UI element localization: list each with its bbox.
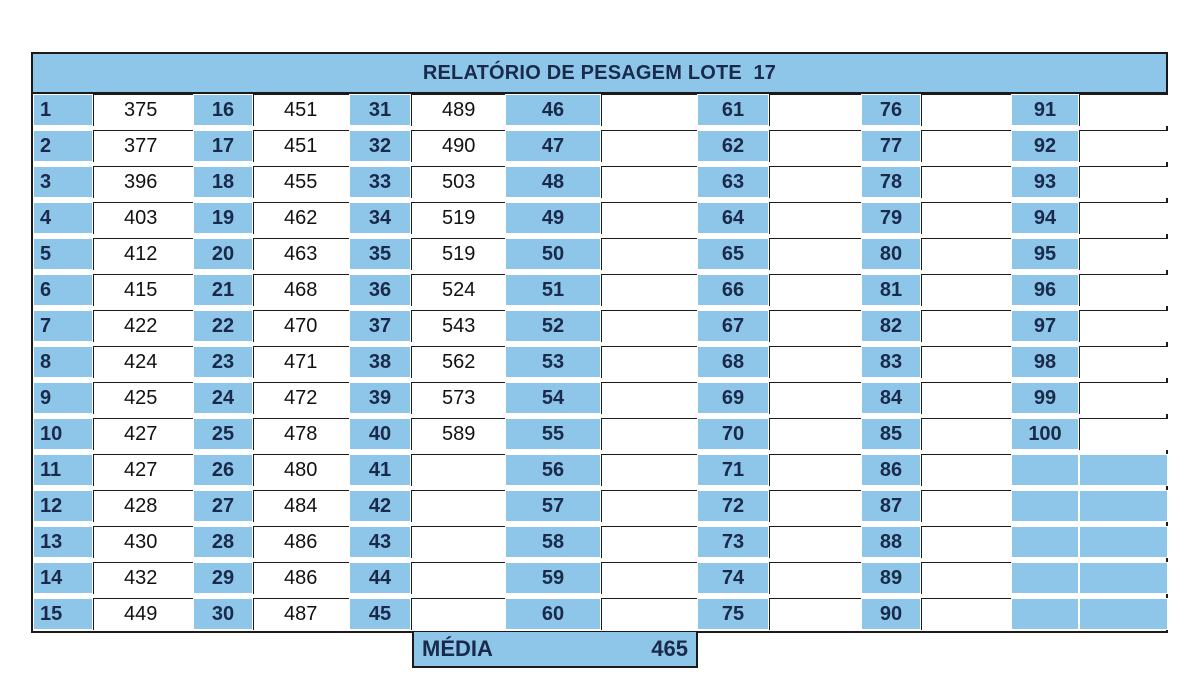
row-number-cell: 77 [861, 130, 921, 162]
average-label: MÉDIA [422, 636, 493, 661]
row-number-cell: 63 [697, 166, 769, 198]
row-number-cell: 70 [697, 418, 769, 450]
row-number-cell: 90 [861, 598, 921, 630]
row-number-cell: 72 [697, 490, 769, 522]
weight-value-cell [1079, 274, 1168, 306]
row-number-cell: 1 [33, 94, 93, 126]
weight-value-cell [769, 526, 861, 558]
row-number-cell: 37 [349, 310, 411, 342]
row-number-cell: 87 [861, 490, 921, 522]
weight-value-cell [601, 94, 697, 126]
row-number-cell: 13 [33, 526, 93, 558]
row-number-cell: 73 [697, 526, 769, 558]
weight-value-cell [921, 238, 1011, 270]
weight-value-cell [411, 562, 505, 594]
weight-value-cell: 377 [93, 130, 193, 162]
row-number-cell: 93 [1011, 166, 1079, 198]
weight-value-cell [921, 310, 1011, 342]
weight-value-cell: 422 [93, 310, 193, 342]
weight-value-cell [921, 274, 1011, 306]
weight-value-cell [921, 526, 1011, 558]
weight-value-cell [769, 598, 861, 630]
weight-value-cell: 403 [93, 202, 193, 234]
weight-value-cell: 451 [253, 130, 349, 162]
row-number-cell: 15 [33, 598, 93, 630]
row-number-cell [1011, 454, 1079, 486]
row-number-cell: 89 [861, 562, 921, 594]
weight-value-cell [921, 346, 1011, 378]
weight-value-cell [1079, 562, 1168, 594]
row-number-cell: 4 [33, 202, 93, 234]
weight-value-cell: 562 [411, 346, 505, 378]
row-number-cell: 74 [697, 562, 769, 594]
weight-value-cell [1079, 346, 1168, 378]
weight-value-cell [769, 130, 861, 162]
row-number-cell: 56 [505, 454, 601, 486]
weight-value-cell [411, 490, 505, 522]
weight-value-cell: 427 [93, 418, 193, 450]
row-number-cell: 68 [697, 346, 769, 378]
row-number-cell: 61 [697, 94, 769, 126]
row-number-cell: 43 [349, 526, 411, 558]
weight-value-cell: 489 [411, 94, 505, 126]
weight-value-cell [1079, 598, 1168, 630]
weight-value-cell: 463 [253, 238, 349, 270]
row-number-cell [1011, 526, 1079, 558]
weight-value-cell [769, 490, 861, 522]
weight-value-cell: 375 [93, 94, 193, 126]
weight-value-cell [601, 202, 697, 234]
weight-value-cell: 415 [93, 274, 193, 306]
row-number-cell: 3 [33, 166, 93, 198]
row-number-cell: 36 [349, 274, 411, 306]
row-number-cell: 28 [193, 526, 253, 558]
weight-value-cell [1079, 202, 1168, 234]
row-number-cell: 100 [1011, 418, 1079, 450]
row-number-cell: 34 [349, 202, 411, 234]
row-number-cell: 38 [349, 346, 411, 378]
weight-value-cell [769, 562, 861, 594]
weight-value-cell [769, 166, 861, 198]
row-number-cell: 40 [349, 418, 411, 450]
row-number-cell: 95 [1011, 238, 1079, 270]
row-number-cell: 23 [193, 346, 253, 378]
weight-value-cell [769, 274, 861, 306]
weight-value-cell [601, 274, 697, 306]
row-number-cell: 98 [1011, 346, 1079, 378]
row-number-cell: 39 [349, 382, 411, 414]
row-number-cell: 58 [505, 526, 601, 558]
row-number-cell: 21 [193, 274, 253, 306]
weight-value-cell [1079, 130, 1168, 162]
row-number-cell: 47 [505, 130, 601, 162]
weight-value-cell [601, 346, 697, 378]
weight-value-cell [411, 526, 505, 558]
weight-value-cell [601, 598, 697, 630]
row-number-cell [1011, 598, 1079, 630]
weight-value-cell: 490 [411, 130, 505, 162]
weight-value-cell: 519 [411, 238, 505, 270]
weight-value-cell [601, 382, 697, 414]
row-number-cell: 92 [1011, 130, 1079, 162]
row-number-cell: 55 [505, 418, 601, 450]
row-number-cell: 78 [861, 166, 921, 198]
average-summary [412, 632, 698, 668]
row-number-cell: 46 [505, 94, 601, 126]
row-number-cell: 99 [1011, 382, 1079, 414]
row-number-cell: 80 [861, 238, 921, 270]
row-number-cell: 31 [349, 94, 411, 126]
weight-value-cell [769, 382, 861, 414]
weight-value-cell [769, 94, 861, 126]
weight-value-cell [921, 202, 1011, 234]
row-number-cell: 53 [505, 346, 601, 378]
average-value: 465 [651, 636, 688, 661]
row-number-cell: 83 [861, 346, 921, 378]
weight-value-cell: 486 [253, 526, 349, 558]
row-number-cell: 59 [505, 562, 601, 594]
weight-value-cell [921, 94, 1011, 126]
weight-value-cell [1079, 382, 1168, 414]
row-number-cell: 65 [697, 238, 769, 270]
weight-value-cell: 519 [411, 202, 505, 234]
row-number-cell: 88 [861, 526, 921, 558]
row-number-cell: 91 [1011, 94, 1079, 126]
row-number-cell: 49 [505, 202, 601, 234]
weight-value-cell [1079, 418, 1168, 450]
row-number-cell: 67 [697, 310, 769, 342]
weight-value-cell [601, 130, 697, 162]
weight-value-cell [921, 418, 1011, 450]
weight-value-cell [1079, 166, 1168, 198]
row-number-cell: 60 [505, 598, 601, 630]
weight-value-cell [601, 562, 697, 594]
row-number-cell: 20 [193, 238, 253, 270]
row-number-cell: 10 [33, 418, 93, 450]
weight-value-cell: 503 [411, 166, 505, 198]
row-number-cell: 82 [861, 310, 921, 342]
weight-value-cell: 478 [253, 418, 349, 450]
weight-value-cell [411, 454, 505, 486]
weight-value-cell [921, 490, 1011, 522]
weight-value-cell: 470 [253, 310, 349, 342]
row-number-cell: 62 [697, 130, 769, 162]
row-number-cell: 16 [193, 94, 253, 126]
weight-value-cell: 524 [411, 274, 505, 306]
row-number-cell: 94 [1011, 202, 1079, 234]
weight-value-cell: 428 [93, 490, 193, 522]
row-number-cell: 41 [349, 454, 411, 486]
weight-value-cell: 472 [253, 382, 349, 414]
weight-value-cell: 462 [253, 202, 349, 234]
weight-value-cell: 396 [93, 166, 193, 198]
row-number-cell: 45 [349, 598, 411, 630]
row-number-cell: 96 [1011, 274, 1079, 306]
row-number-cell: 27 [193, 490, 253, 522]
weight-value-cell: 468 [253, 274, 349, 306]
weight-value-cell [769, 454, 861, 486]
row-number-cell: 51 [505, 274, 601, 306]
row-number-cell: 76 [861, 94, 921, 126]
weight-value-cell [1079, 310, 1168, 342]
row-number-cell: 17 [193, 130, 253, 162]
weight-value-cell: 480 [253, 454, 349, 486]
weight-value-cell [601, 454, 697, 486]
weight-value-cell: 451 [253, 94, 349, 126]
weight-value-cell [601, 490, 697, 522]
row-number-cell: 84 [861, 382, 921, 414]
weight-value-cell: 412 [93, 238, 193, 270]
weight-value-cell: 430 [93, 526, 193, 558]
row-number-cell: 35 [349, 238, 411, 270]
row-number-cell [1011, 562, 1079, 594]
report-title: RELATÓRIO DE PESAGEM LOTE 17 [33, 54, 1166, 94]
weight-value-cell [1079, 526, 1168, 558]
row-number-cell: 26 [193, 454, 253, 486]
weight-value-cell: 543 [411, 310, 505, 342]
row-number-cell: 32 [349, 130, 411, 162]
row-number-cell: 79 [861, 202, 921, 234]
row-number-cell: 48 [505, 166, 601, 198]
weight-value-cell [769, 418, 861, 450]
weight-value-cell [921, 562, 1011, 594]
weight-value-cell [921, 382, 1011, 414]
weight-value-cell [1079, 238, 1168, 270]
weight-value-cell: 573 [411, 382, 505, 414]
row-number-cell: 81 [861, 274, 921, 306]
weight-value-cell: 471 [253, 346, 349, 378]
row-number-cell: 8 [33, 346, 93, 378]
weight-value-cell [1079, 454, 1168, 486]
row-number-cell: 18 [193, 166, 253, 198]
row-number-cell: 6 [33, 274, 93, 306]
weight-value-cell [601, 166, 697, 198]
row-number-cell: 33 [349, 166, 411, 198]
row-number-cell: 7 [33, 310, 93, 342]
weight-value-cell: 427 [93, 454, 193, 486]
weight-value-cell [921, 166, 1011, 198]
weight-value-cell: 455 [253, 166, 349, 198]
row-number-cell: 85 [861, 418, 921, 450]
weight-value-cell [769, 346, 861, 378]
weight-value-cell [601, 418, 697, 450]
row-number-cell: 75 [697, 598, 769, 630]
row-number-cell: 24 [193, 382, 253, 414]
weight-value-cell: 486 [253, 562, 349, 594]
weight-value-cell [601, 238, 697, 270]
weight-value-cell: 487 [253, 598, 349, 630]
weight-value-cell [769, 310, 861, 342]
row-number-cell: 86 [861, 454, 921, 486]
row-number-cell: 30 [193, 598, 253, 630]
weight-value-cell [769, 238, 861, 270]
row-number-cell: 14 [33, 562, 93, 594]
weight-value-cell [769, 202, 861, 234]
row-number-cell: 52 [505, 310, 601, 342]
weight-value-cell [601, 526, 697, 558]
row-number-cell: 12 [33, 490, 93, 522]
weight-value-cell: 424 [93, 346, 193, 378]
weight-value-cell: 432 [93, 562, 193, 594]
row-number-cell: 64 [697, 202, 769, 234]
weight-value-cell [921, 598, 1011, 630]
row-number-cell: 9 [33, 382, 93, 414]
row-number-cell: 66 [697, 274, 769, 306]
row-number-cell: 44 [349, 562, 411, 594]
row-number-cell: 11 [33, 454, 93, 486]
weight-value-cell: 484 [253, 490, 349, 522]
row-number-cell [1011, 490, 1079, 522]
weight-value-cell [921, 130, 1011, 162]
row-number-cell: 22 [193, 310, 253, 342]
weight-value-cell: 449 [93, 598, 193, 630]
weighing-report-table [31, 52, 1168, 633]
row-number-cell: 42 [349, 490, 411, 522]
row-number-cell: 57 [505, 490, 601, 522]
row-number-cell: 29 [193, 562, 253, 594]
row-number-cell: 71 [697, 454, 769, 486]
weight-value-cell: 589 [411, 418, 505, 450]
weight-value-cell [1079, 94, 1168, 126]
row-number-cell: 69 [697, 382, 769, 414]
row-number-cell: 50 [505, 238, 601, 270]
row-number-cell: 54 [505, 382, 601, 414]
weight-value-cell [411, 598, 505, 630]
weight-value-cell [921, 454, 1011, 486]
row-number-cell: 97 [1011, 310, 1079, 342]
weight-value-cell: 425 [93, 382, 193, 414]
weight-value-cell [1079, 490, 1168, 522]
row-number-cell: 25 [193, 418, 253, 450]
row-number-cell: 5 [33, 238, 93, 270]
weight-value-cell [601, 310, 697, 342]
row-number-cell: 19 [193, 202, 253, 234]
row-number-cell: 2 [33, 130, 93, 162]
